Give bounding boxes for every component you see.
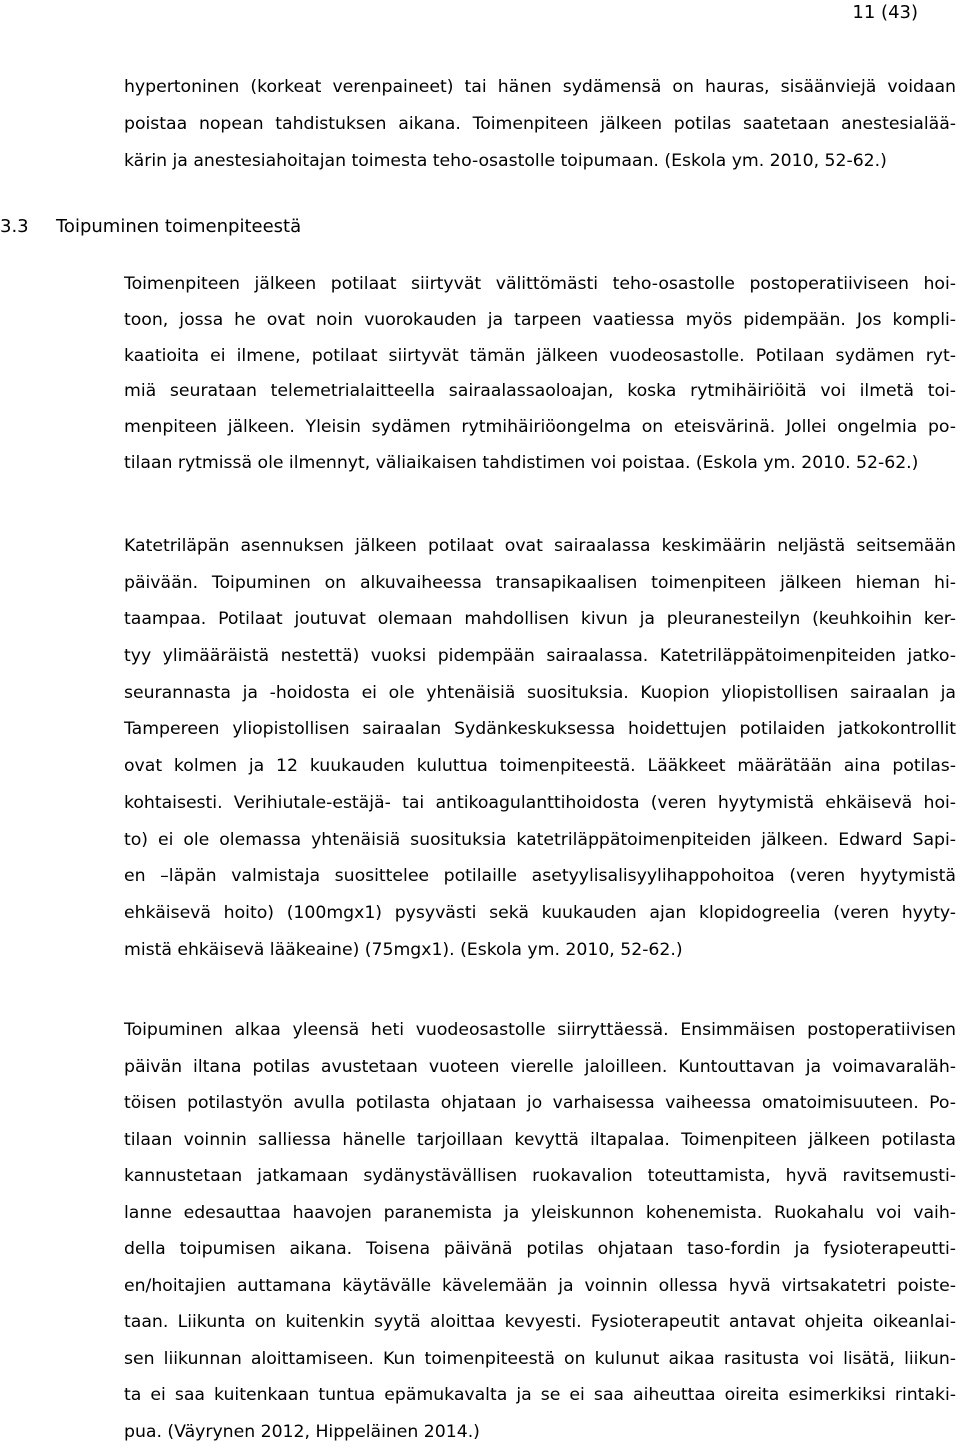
text-line: to) ei ole olemassa yhtenäisiä suosituksia katetriläppätoimenpiteiden jälkeen. Edward Sapi- bbox=[124, 829, 956, 850]
text-line: ta ei saa kuitenkaan tuntua epämukavalta ja se ei saa aiheuttaa oireita esimerkiksi rintaki- bbox=[124, 1385, 956, 1405]
section-title: Toipuminen toimenpiteestä bbox=[56, 216, 302, 237]
text-line: töisen potilastyön avulla potilasta ohjataan jo varhaisessa vaiheessa omatoimisuuteen. Po- bbox=[124, 1093, 956, 1113]
text-line: päivään. Toipuminen on alkuvaiheessa transapikaalisen toimenpiteen jälkeen hieman hi- bbox=[124, 572, 956, 593]
text-line: tilaan rytmissä ole ilmennyt, väliaikaisen tahdistimen voi poistaa. (Eskola ym. 2010. 52-62.) bbox=[124, 452, 919, 473]
text-line: kohtaisesti. Verihiutale-estäjä- tai antikoagulanttihoidosta (veren hyytymistä ehkäisevä hoi- bbox=[124, 792, 956, 813]
text-line: en/hoitajien auttamana käytävälle kävelemään ja voinnin ollessa hyvä virtsakatetri poiste- bbox=[124, 1275, 956, 1296]
text-line: poistaa nopean tahdistuksen aikana. Toimenpiteen jälkeen potilas saatetaan anestesialää- bbox=[124, 114, 956, 134]
paragraph-1 bbox=[124, 267, 956, 482]
paragraph-2 bbox=[124, 528, 956, 968]
text-line: Katetriläpän asennuksen jälkeen potilaat ovat sairaalassa keskimäärin neljästä seitsemään bbox=[124, 536, 956, 556]
text-line: ehkäisevä hoito) (100mgx1) pysyvästi sekä kuukauden ajan klopidogreelia (veren hyyty- bbox=[124, 902, 956, 923]
text-line: della toipumisen aikana. Toisena päivänä potilas ohjataan taso-fordin ja fysioterapeutti- bbox=[124, 1239, 956, 1259]
text-line: pua. (Väyrynen 2012, Hippeläinen 2014.) bbox=[124, 1421, 480, 1442]
text-line: ovat kolmen ja 12 kuukauden kuluttua toimenpiteestä. Lääkkeet määrätään aina potilas- bbox=[124, 756, 956, 777]
text-line: lanne edesauttaa haavojen paranemista ja yleiskunnon kohenemista. Ruokahalu voi vaih- bbox=[124, 1202, 956, 1223]
text-line: seurannasta ja -hoidosta ei ole yhtenäisiä suosituksia. Kuopion yliopistollisen sairaalan ja bbox=[124, 682, 956, 703]
text-line: en –läpän valmistaja suosittelee potilaille asetyylisalisyylihappohoitoa (veren hyytymistä bbox=[124, 866, 956, 887]
text-line: kärin ja anestesiahoitajan toimesta teho-osastolle toipumaan. (Eskola ym. 2010, 52-62.) bbox=[124, 151, 887, 171]
text-line: tilaan voinnin salliessa hänelle tarjoillaan kevyttä iltapalaa. Toimenpiteen jälkeen potilasta bbox=[124, 1129, 956, 1150]
page-number: 11 (43) bbox=[852, 2, 918, 23]
text-line: tyy ylimääräistä nestettä) vuoksi pidempään sairaalassa. Katetriläppätoimenpiteiden jatko- bbox=[124, 646, 956, 667]
intro-paragraph bbox=[124, 69, 956, 180]
text-line: hypertoninen (korkeat verenpaineet) tai hänen sydämensä on hauras, sisäänviejä voidaan bbox=[124, 77, 956, 97]
text-line: mistä ehkäisevä lääkeaine) (75mgx1). (Eskola ym. 2010, 52-62.) bbox=[124, 939, 683, 960]
section-number: 3.3 bbox=[0, 216, 29, 237]
text-line: päivän iltana potilas avustetaan vuoteen vierelle jaloilleen. Kuntouttavan ja voimavaraläh- bbox=[124, 1056, 956, 1077]
text-line: Toimenpiteen jälkeen potilaat siirtyvät välittömästi teho-osastolle postoperatiiviseen hoi- bbox=[124, 274, 956, 294]
text-line: kaatioita ei ilmene, potilaat siirtyvät tämän jälkeen vuodeosastolle. Potilaan sydämen ryt- bbox=[124, 345, 956, 366]
text-line: kannustetaan jatkamaan sydänystävällisen ruokavalion toteuttamista, hyvä ravitsemusti- bbox=[124, 1166, 956, 1186]
text-line: taan. Liikunta on kuitenkin syytä aloittaa kevyesti. Fysioterapeutit antavat ohjeita oikeanlai- bbox=[124, 1312, 956, 1332]
text-line: toon, jossa he ovat noin vuorokauden ja tarpeen vaatiessa myös pidempään. Jos kompli- bbox=[124, 309, 956, 330]
text-line: taampaa. Potilaat joutuvat olemaan mahdollisen kivun ja pleuranesteilyn (keuhkoihin ker- bbox=[124, 609, 956, 630]
text-line: Tampereen yliopistollisen sairaalan Sydänkeskuksessa hoidettujen potilaiden jatkokontrollit bbox=[124, 719, 956, 740]
paragraph-3 bbox=[124, 1012, 956, 1450]
text-line: sen liikunnan aloittamiseen. Kun toimenpiteestä on kulunut aikaa rasitusta voi lisätä, liikun- bbox=[124, 1348, 956, 1369]
text-line: menpiteen jälkeen. Yleisin sydämen rytmihäiriöongelma on eteisvärinä. Jollei ongelmia po- bbox=[124, 417, 956, 438]
text-line: miä seurataan telemetrialaitteella sairaalassaoloajan, koska rytmihäiriöitä voi ilmetä toi- bbox=[124, 381, 956, 402]
text-line: Toipuminen alkaa yleensä heti vuodeosastolle siirryttäessä. Ensimmäisen postoperatiivisen bbox=[124, 1020, 956, 1040]
